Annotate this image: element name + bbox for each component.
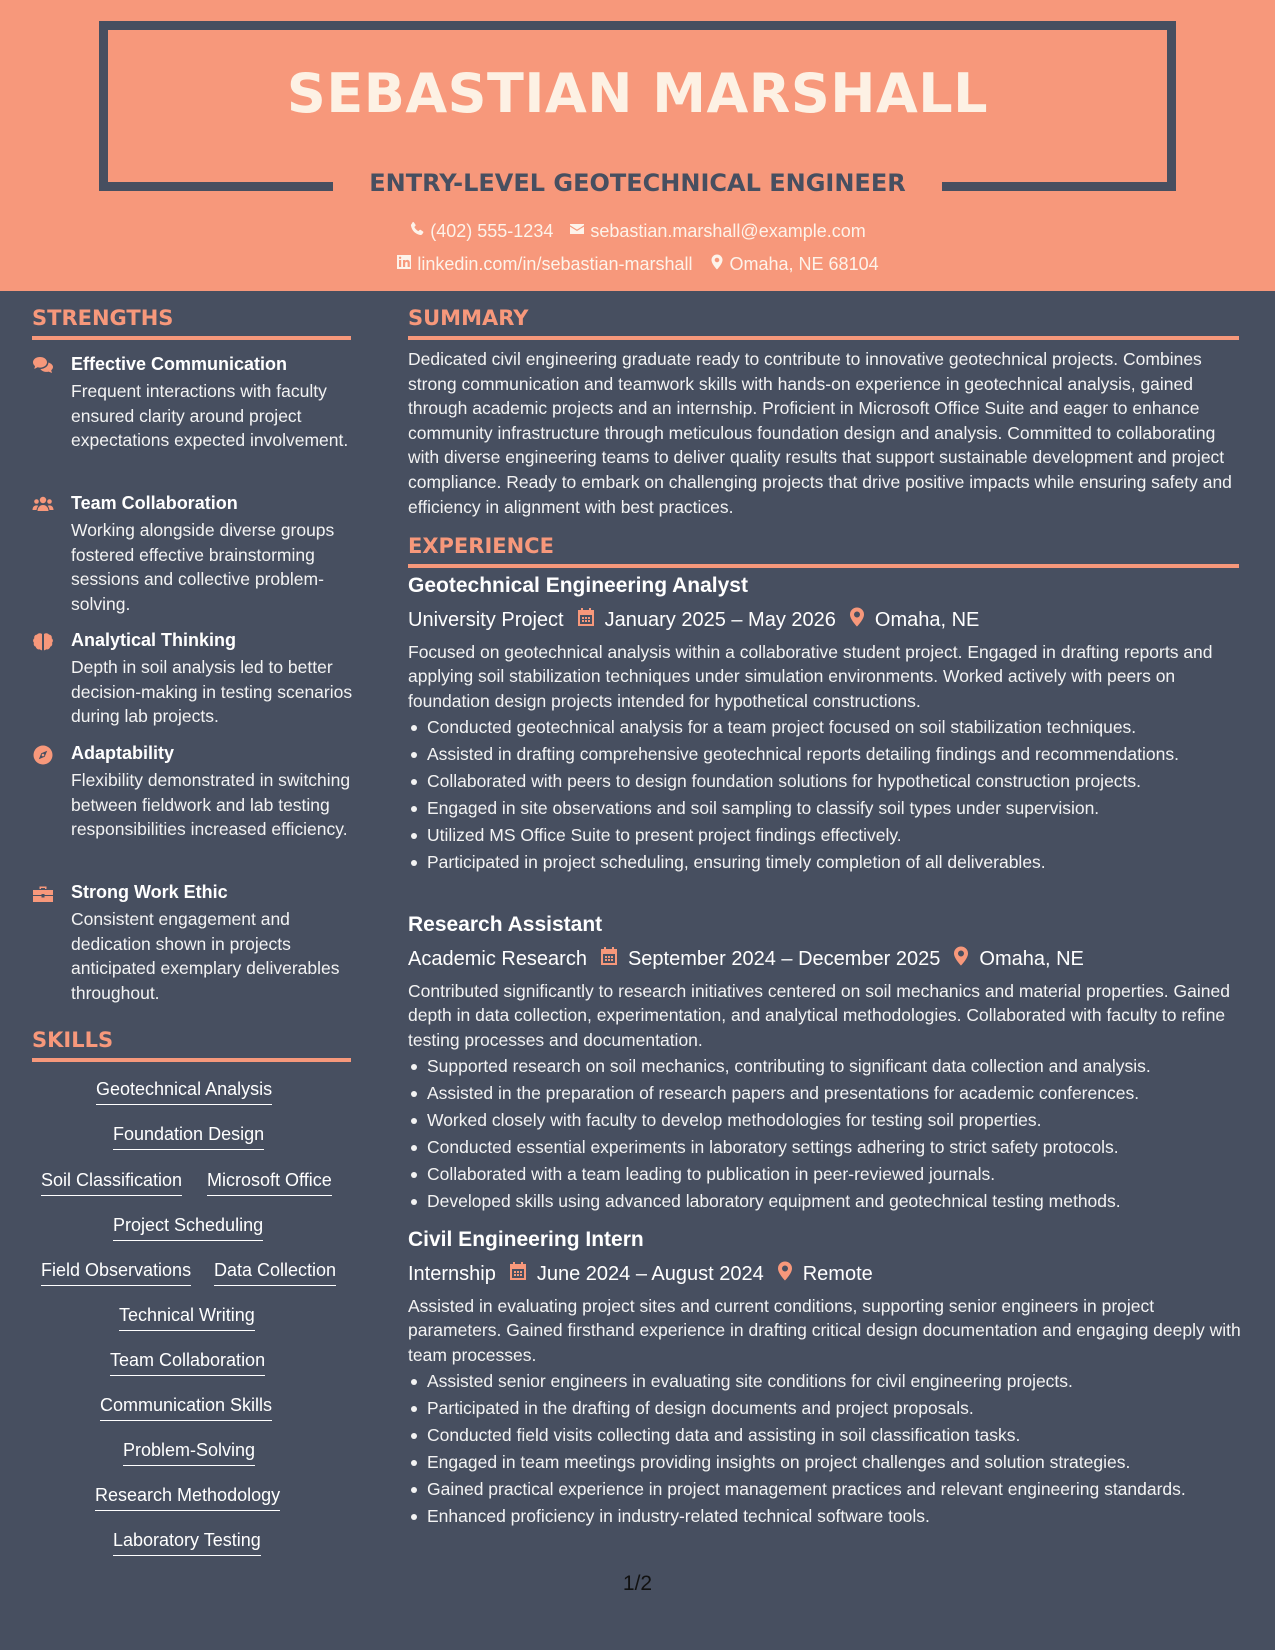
job-role-title: Research Assistant <box>408 913 603 936</box>
compass-icon <box>32 745 56 765</box>
list-item: Participated in project scheduling, ensuring timely completion of all deliverables. <box>408 850 1244 874</box>
strengths-heading: STRENGTHS <box>32 306 351 340</box>
skill-tag: Geotechnical Analysis <box>96 1079 272 1105</box>
skill-tag: Foundation Design <box>113 1124 264 1150</box>
job-meta <box>408 604 1244 636</box>
summary-heading: SUMMARY <box>408 306 1239 340</box>
experience-entry <box>408 1228 1244 1531</box>
list-item: Participated in the drafting of design documents and project proposals. <box>408 1396 1244 1420</box>
skill-tag: Data Collection <box>214 1260 336 1286</box>
job-meta <box>408 943 1244 975</box>
job-dates: June 2024 – August 2024 <box>536 1262 764 1285</box>
list-item: Assisted in drafting comprehensive geotechnical reports detailing findings and recommendations. <box>408 742 1244 766</box>
comments-icon <box>32 356 56 376</box>
skill-tag: Project Scheduling <box>113 1215 263 1241</box>
list-item: Utilized MS Office Suite to present project findings effectively. <box>408 823 1244 847</box>
job-dates: January 2025 – May 2026 <box>604 608 836 631</box>
job-org: Internship <box>408 1262 496 1285</box>
job-role-title: Civil Engineering Intern <box>408 1228 644 1251</box>
phone-text: (402) 555-1234 <box>430 221 554 241</box>
experience-entry <box>408 574 1244 877</box>
map-pin-icon <box>940 946 979 972</box>
job-org: Academic Research <box>408 947 587 970</box>
strength-desc: Consistent engagement and dedication shown in projects anticipated exemplary deliverables throughout. <box>71 909 340 1003</box>
job-description: Focused on geotechnical analysis within a collaborative student project. Engaged in drafting reports and applying soil stabilization techniques under simulation environments. Worked actively with peers on foundation design projects intended for hypothetical constructions. <box>408 642 1213 711</box>
list-item: Assisted in the preparation of research papers and presentations for academic conferences. <box>408 1081 1244 1105</box>
skills-heading: SKILLS <box>32 1028 351 1062</box>
list-item: Conducted geotechnical analysis for a team project focused on soil stabilization techniques. <box>408 715 1244 739</box>
list-item: Supported research on soil mechanics, contributing to significant data collection and analysis. <box>408 1054 1244 1078</box>
map-pin-icon <box>836 607 875 633</box>
skill-tag: Microsoft Office <box>207 1170 332 1196</box>
list-item: Assisted senior engineers in evaluating site conditions for civil engineering projects. <box>408 1369 1244 1393</box>
phone-icon <box>409 221 425 242</box>
list-item: Conducted essential experiments in laboratory settings adhering to strict safety protocols. <box>408 1135 1244 1159</box>
job-location: Remote <box>802 1262 873 1285</box>
linkedin-icon <box>396 254 412 275</box>
job-role-title: Geotechnical Engineering Analyst <box>408 574 748 597</box>
experience-entry <box>408 913 1244 1216</box>
list-item: Collaborated with a team leading to publication in peer-reviewed journals. <box>408 1162 1244 1186</box>
briefcase-icon <box>32 884 56 904</box>
list-item: Conducted field visits collecting data and assisting in soil classification tasks. <box>408 1423 1244 1447</box>
email-contact[interactable] <box>569 221 865 242</box>
strength-title: Team Collaboration <box>71 493 238 513</box>
strength-title: Strong Work Ethic <box>71 882 228 902</box>
list-item: Engaged in team meetings providing insights on project challenges and solution strategies. <box>408 1450 1244 1474</box>
brain-icon <box>32 632 56 652</box>
users-icon <box>32 495 56 515</box>
calendar-icon <box>496 1261 537 1287</box>
list-item: Collaborated with peers to design foundation solutions for hypothetical construction projects. <box>408 769 1244 793</box>
candidate-name: SEBASTIAN MARSHALL <box>286 62 989 125</box>
map-pin-icon <box>764 1261 803 1287</box>
skill-tag: Field Observations <box>41 1260 191 1286</box>
strength-desc: Flexibility demonstrated in switching between fieldwork and lab testing responsibilities increased efficiency. <box>71 770 351 839</box>
contact-row-2 <box>0 254 1275 275</box>
list-item: Developed skills using advanced laboratory equipment and geotechnical testing methods. <box>408 1189 1244 1213</box>
job-title: ENTRY-LEVEL GEOTECHNICAL ENGINEER <box>333 165 942 201</box>
job-description: Contributed significantly to research initiatives centered on soil mechanics and material properties. Gained depth in data collection, experimentation, and analytical methodologies. Collaborated with faculty to refine testing processes and documentation. <box>408 981 1230 1050</box>
skill-tag: Problem-Solving <box>123 1440 255 1466</box>
resume-header <box>0 0 1275 291</box>
strength-title: Analytical Thinking <box>71 630 237 650</box>
job-meta <box>408 1258 1244 1290</box>
strength-title: Effective Communication <box>71 354 288 374</box>
location-contact <box>709 254 879 275</box>
job-bullets <box>408 1369 1244 1528</box>
email-text[interactable]: sebastian.marshall@example.com <box>590 221 866 241</box>
list-item: Gained practical experience in project management practices and relevant engineering standards. <box>408 1477 1244 1501</box>
skill-tag: Communication Skills <box>100 1395 272 1421</box>
job-bullets <box>408 1054 1244 1213</box>
location-text: Omaha, NE 68104 <box>729 254 879 274</box>
calendar-icon <box>564 607 605 633</box>
job-dates: September 2024 – December 2025 <box>627 947 941 970</box>
map-pin-icon <box>709 254 725 275</box>
strength-desc: Working alongside diverse groups fostered effective brainstorming sessions and collective problem-solving. <box>71 520 335 614</box>
job-location: Omaha, NE <box>979 947 1084 970</box>
summary-text: Dedicated civil engineering graduate ready to contribute to innovative geotechnical projects. Combines strong communication and teamwork skills with hands-on experience in geotechnical analysis, gained through academic projects and an internship. Proficient in Microsoft Office Suite and eager to enhance community infrastructure through meticulous foundation design and analysis. Committed to collaborating with diverse engineering teams to deliver quality results that support sustainable development and project compliance. Ready to embark on challenging projects that drive positive impacts while ensuring safety and efficiency in alignment with best practices. <box>408 349 1232 517</box>
strength-desc: Frequent interactions with faculty ensured clarity around project expectations expected involvement. <box>71 381 349 450</box>
skill-tag: Soil Classification <box>41 1170 182 1196</box>
phone-contact <box>409 221 553 242</box>
skill-tag: Laboratory Testing <box>113 1530 261 1556</box>
linkedin-contact[interactable] <box>396 254 692 275</box>
linkedin-text[interactable]: linkedin.com/in/sebastian-marshall <box>417 254 693 274</box>
job-description: Assisted in evaluating project sites and current conditions, supporting senior engineers in project parameters. Gained firsthand experience in drafting critical design documentation and engaging deeply with team processes. <box>408 1296 1241 1365</box>
list-item: Enhanced proficiency in industry-related technical software tools. <box>408 1504 1244 1528</box>
strength-title: Adaptability <box>71 743 175 763</box>
job-bullets <box>408 715 1244 874</box>
skill-tag: Team Collaboration <box>110 1350 265 1376</box>
strength-desc: Depth in soil analysis led to better decision-making in testing scenarios during lab projects. <box>71 657 353 726</box>
list-item: Worked closely with faculty to develop methodologies for testing soil properties. <box>408 1108 1244 1132</box>
list-item: Engaged in site observations and soil sampling to classify soil types under supervision. <box>408 796 1244 820</box>
experience-heading: EXPERIENCE <box>408 534 1239 568</box>
job-org: University Project <box>408 608 564 631</box>
skill-tag: Research Methodology <box>95 1485 280 1511</box>
page-number: 1/2 <box>622 1572 653 1595</box>
calendar-icon <box>587 946 628 972</box>
contact-row-1 <box>0 221 1275 242</box>
job-location: Omaha, NE <box>874 608 980 631</box>
envelope-icon <box>569 221 585 242</box>
skill-tag: Technical Writing <box>119 1305 255 1331</box>
